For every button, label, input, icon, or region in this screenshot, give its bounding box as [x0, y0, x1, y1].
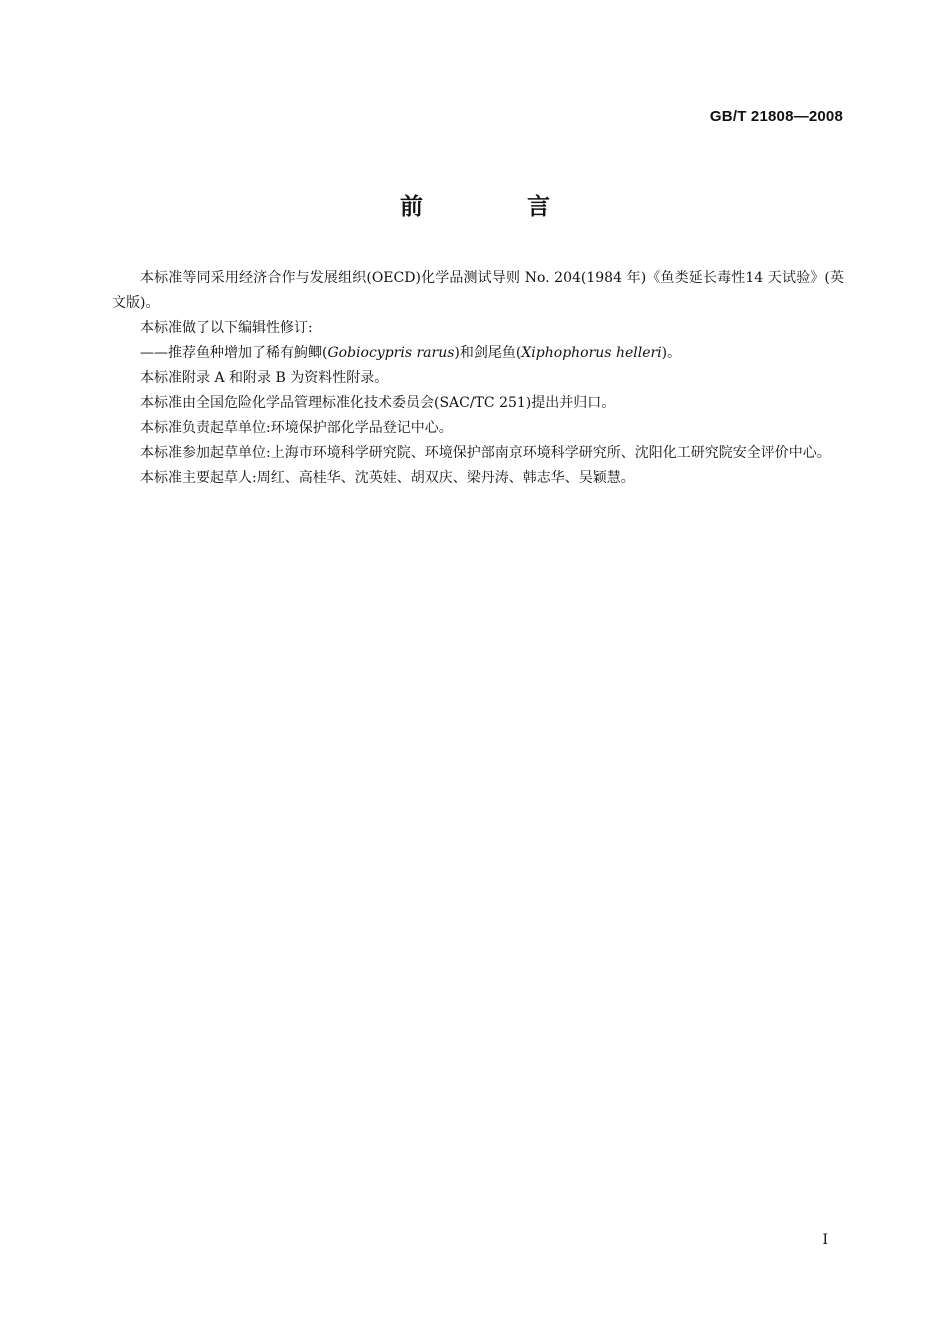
revision-text-prefix: ——推荐鱼种增加了稀有鮈鲫( [140, 345, 328, 361]
paragraph-participating-drafters: 本标准参加起草单位:上海市环境科学研究院、环境保护部南京环境科学研究所、沈阳化工研究院安全评价中心。 [140, 445, 831, 461]
paragraph-adoption: 本标准等同采用经济合作与发展组织(OECD)化学品测试导则 No. 204(1984 年)《鱼类延长毒性14 天试验》(英文版)。 [112, 270, 844, 311]
revision-text-suffix: )。 [661, 345, 682, 361]
paragraph-main-drafters: 本标准主要起草人:周红、高桂华、沈英娃、胡双庆、梁丹涛、韩志华、吴颖慧。 [140, 470, 635, 486]
document-body [112, 266, 844, 491]
paragraph-revisions-intro: 本标准做了以下编辑性修订: [140, 320, 313, 336]
standard-code: GB/T 21808—2008 [709, 108, 843, 125]
paragraph-revision-item [112, 341, 844, 366]
revision-text-mid: )和剑尾鱼( [454, 345, 522, 361]
page-title: 前 言 [399, 194, 598, 220]
species-name-xiphophorus: Xiphophorus helleri [521, 345, 662, 361]
paragraph-responsible-drafter: 本标准负责起草单位:环境保护部化学品登记中心。 [140, 420, 453, 436]
paragraph-proposer: 本标准由全国危险化学品管理标准化技术委员会(SAC/TC 251)提出并归口。 [140, 395, 616, 411]
paragraph-appendices: 本标准附录 A 和附录 B 为资料性附录。 [140, 370, 389, 386]
species-name-gobiocypris: Gobiocypris rarus [327, 345, 455, 361]
page-number: I [822, 1232, 828, 1248]
